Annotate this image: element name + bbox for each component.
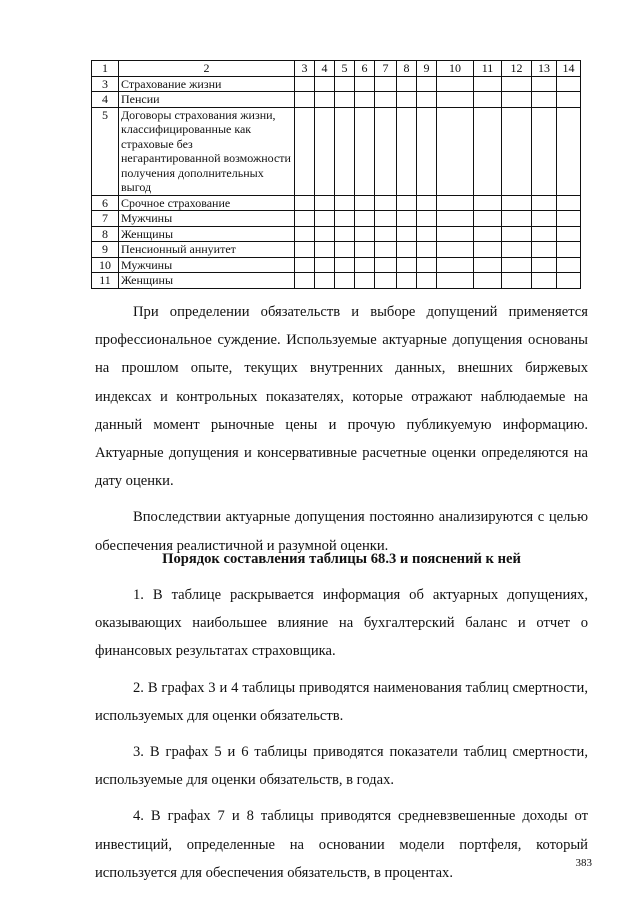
empty-cell	[437, 92, 474, 108]
empty-cell	[315, 195, 335, 211]
empty-cell	[335, 76, 355, 92]
empty-cell	[315, 92, 335, 108]
empty-cell	[557, 257, 581, 273]
empty-cell	[502, 76, 532, 92]
row-number: 4	[92, 92, 119, 108]
empty-cell	[315, 273, 335, 289]
empty-cell	[474, 195, 502, 211]
empty-cell	[417, 257, 437, 273]
empty-cell	[295, 195, 315, 211]
section-heading: Порядок составления таблицы 68.3 и пояснений к ней	[162, 551, 521, 567]
empty-cell	[502, 195, 532, 211]
table-header-cell: 7	[375, 61, 397, 77]
empty-cell	[502, 107, 532, 195]
empty-cell	[355, 92, 375, 108]
row-label: Женщины	[119, 226, 295, 242]
empty-cell	[315, 242, 335, 258]
row-number: 7	[92, 211, 119, 227]
table-header-cell: 13	[532, 61, 557, 77]
empty-cell	[502, 92, 532, 108]
empty-cell	[532, 242, 557, 258]
empty-cell	[502, 273, 532, 289]
table-row	[92, 195, 581, 211]
empty-cell	[375, 273, 397, 289]
empty-cell	[417, 211, 437, 227]
table-header-cell: 11	[474, 61, 502, 77]
table-header-cell: 10	[437, 61, 474, 77]
empty-cell	[417, 107, 437, 195]
empty-cell	[295, 92, 315, 108]
empty-cell	[335, 92, 355, 108]
paragraph: Впоследствии актуарные допущения постоянно анализируются с целью обеспечения реалистичной и разумной оценки.	[95, 509, 588, 554]
empty-cell	[437, 226, 474, 242]
empty-cell	[397, 226, 417, 242]
empty-cell	[355, 195, 375, 211]
empty-cell	[557, 242, 581, 258]
empty-cell	[532, 92, 557, 108]
empty-cell	[315, 107, 335, 195]
page-number: 383	[575, 857, 592, 869]
empty-cell	[397, 257, 417, 273]
row-number: 8	[92, 226, 119, 242]
row-number: 5	[92, 107, 119, 195]
empty-cell	[375, 107, 397, 195]
table-header-cell: 6	[355, 61, 375, 77]
empty-cell	[557, 92, 581, 108]
row-label: Срочное страхование	[119, 195, 295, 211]
empty-cell	[437, 211, 474, 227]
empty-cell	[295, 76, 315, 92]
empty-cell	[532, 107, 557, 195]
empty-cell	[437, 195, 474, 211]
empty-cell	[502, 211, 532, 227]
table-header-cell: 14	[557, 61, 581, 77]
table-row	[92, 273, 581, 289]
paragraph: 1. В таблице раскрывается информация об актуарных допущениях, оказывающих наибольшее влияние на бухгалтерский баланс и отчет о финансовых результатах страховщика.	[95, 587, 588, 660]
empty-cell	[557, 211, 581, 227]
empty-cell	[315, 257, 335, 273]
empty-cell	[474, 242, 502, 258]
empty-cell	[335, 242, 355, 258]
empty-cell	[474, 107, 502, 195]
empty-cell	[437, 273, 474, 289]
empty-cell	[355, 242, 375, 258]
empty-cell	[355, 76, 375, 92]
empty-cell	[295, 226, 315, 242]
empty-cell	[355, 226, 375, 242]
empty-cell	[355, 211, 375, 227]
empty-cell	[397, 211, 417, 227]
empty-cell	[532, 211, 557, 227]
empty-cell	[375, 76, 397, 92]
table-header-cell: 3	[295, 61, 315, 77]
empty-cell	[474, 257, 502, 273]
table-header-cell: 5	[335, 61, 355, 77]
empty-cell	[532, 273, 557, 289]
empty-cell	[315, 76, 335, 92]
row-label: Женщины	[119, 273, 295, 289]
empty-cell	[295, 107, 315, 195]
paragraph: При определении обязательств и выборе допущений применяется профессиональное суждение. Используемые актуарные допущения основаны на прошлом опыте, текущих внутренних данных, внешних биржевых индексах и контрольных показателях, которые отражают наблюдаемые на данный момент рыночные цены и прочую публикуемую информацию. Актуарные допущения и консервативные расчетные оценки определяются на дату оценки.	[95, 304, 588, 490]
row-number: 3	[92, 76, 119, 92]
empty-cell	[355, 107, 375, 195]
row-label: Страхование жизни	[119, 76, 295, 92]
empty-cell	[532, 76, 557, 92]
empty-cell	[375, 257, 397, 273]
table-row	[92, 226, 581, 242]
empty-cell	[417, 195, 437, 211]
empty-cell	[557, 273, 581, 289]
paragraphs-block-2	[95, 581, 588, 887]
empty-cell	[397, 107, 417, 195]
empty-cell	[557, 107, 581, 195]
empty-cell	[295, 211, 315, 227]
row-number: 6	[92, 195, 119, 211]
paragraph: 3. В графах 5 и 6 таблицы приводятся показатели таблиц смертности, используемые для оценки обязательств, в годах.	[95, 744, 588, 789]
paragraphs-block-1	[95, 298, 588, 560]
table-header-row	[92, 61, 581, 77]
empty-cell	[532, 226, 557, 242]
row-label: Мужчины	[119, 257, 295, 273]
empty-cell	[397, 242, 417, 258]
row-number: 10	[92, 257, 119, 273]
table-header-cell: 2	[119, 61, 295, 77]
empty-cell	[295, 242, 315, 258]
empty-cell	[397, 273, 417, 289]
empty-cell	[335, 257, 355, 273]
empty-cell	[295, 257, 315, 273]
table-header-cell: 8	[397, 61, 417, 77]
empty-cell	[315, 211, 335, 227]
table-header-cell: 12	[502, 61, 532, 77]
table-row	[92, 92, 581, 108]
empty-cell	[532, 257, 557, 273]
empty-cell	[335, 195, 355, 211]
table-header-cell: 9	[417, 61, 437, 77]
empty-cell	[437, 242, 474, 258]
empty-cell	[375, 195, 397, 211]
empty-cell	[417, 76, 437, 92]
empty-cell	[474, 92, 502, 108]
empty-cell	[375, 242, 397, 258]
row-label: Мужчины	[119, 211, 295, 227]
empty-cell	[557, 76, 581, 92]
table-row	[92, 257, 581, 273]
table-header-cell: 1	[92, 61, 119, 77]
empty-cell	[502, 257, 532, 273]
table-row	[92, 107, 581, 195]
empty-cell	[295, 273, 315, 289]
table-row	[92, 76, 581, 92]
empty-cell	[375, 92, 397, 108]
empty-cell	[557, 195, 581, 211]
empty-cell	[437, 76, 474, 92]
empty-cell	[335, 226, 355, 242]
empty-cell	[474, 273, 502, 289]
table-header-cell: 4	[315, 61, 335, 77]
empty-cell	[557, 226, 581, 242]
empty-cell	[474, 226, 502, 242]
empty-cell	[417, 226, 437, 242]
paragraph: 4. В графах 7 и 8 таблицы приводятся средневзвешенные доходы от инвестиций, определенные на основании модели портфеля, который используется для обеспечения обязательств, в процентах.	[95, 808, 588, 881]
empty-cell	[437, 257, 474, 273]
empty-cell	[417, 92, 437, 108]
table-row	[92, 211, 581, 227]
empty-cell	[502, 242, 532, 258]
empty-cell	[417, 273, 437, 289]
table-row	[92, 242, 581, 258]
row-number: 9	[92, 242, 119, 258]
empty-cell	[335, 211, 355, 227]
empty-cell	[397, 195, 417, 211]
empty-cell	[474, 211, 502, 227]
empty-cell	[335, 273, 355, 289]
empty-cell	[355, 257, 375, 273]
row-label: Договоры страхования жизни, классифицированные как страховые без негарантированной возможности получения дополнительных выгод	[119, 107, 295, 195]
empty-cell	[502, 226, 532, 242]
empty-cell	[375, 226, 397, 242]
empty-cell	[437, 107, 474, 195]
empty-cell	[397, 76, 417, 92]
empty-cell	[315, 226, 335, 242]
empty-cell	[355, 273, 375, 289]
empty-cell	[474, 76, 502, 92]
paragraph: 2. В графах 3 и 4 таблицы приводятся наименования таблиц смертности, используемых для оценки обязательств.	[95, 679, 588, 724]
empty-cell	[375, 211, 397, 227]
row-number: 11	[92, 273, 119, 289]
empty-cell	[532, 195, 557, 211]
row-label: Пенсии	[119, 92, 295, 108]
assumptions-table	[91, 60, 581, 289]
empty-cell	[335, 107, 355, 195]
row-label: Пенсионный аннуитет	[119, 242, 295, 258]
empty-cell	[417, 242, 437, 258]
empty-cell	[397, 92, 417, 108]
